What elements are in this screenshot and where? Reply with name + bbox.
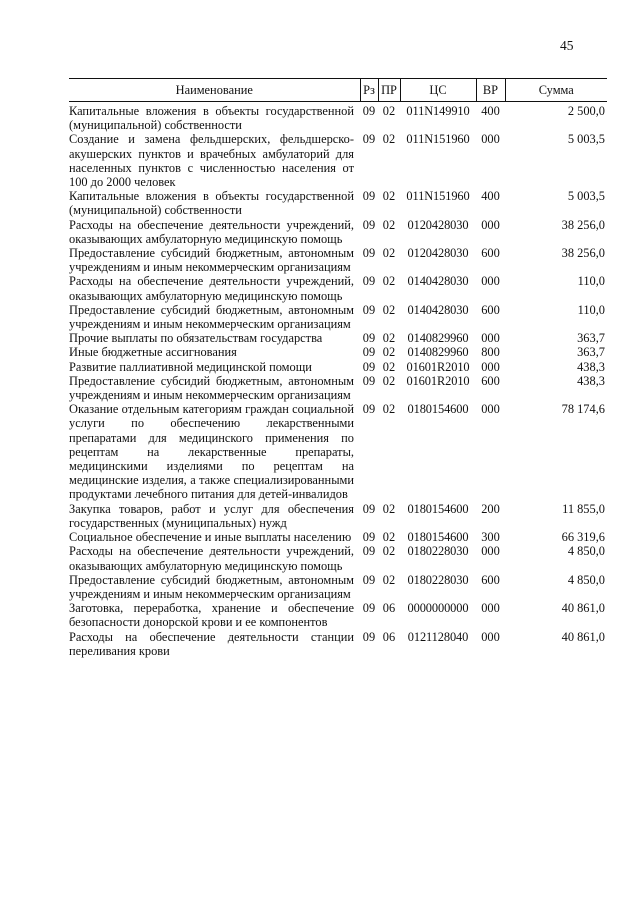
cell-pr: 02 [382,530,396,545]
cell-vr: 300 [481,530,500,545]
table-row [69,530,607,544]
cell-vr: 600 [481,572,500,587]
cell-vr: 600 [481,373,500,388]
table-row [69,218,607,246]
cell-pr: 02 [382,572,396,587]
cell-rz: 09 [362,572,376,587]
cell-sum: 5 003,5 [567,132,605,147]
cell-sum: 40 861,0 [561,629,605,644]
cell-name: Предоставление субсидий бюджетным, автономным учреждениям и иным некоммерческим организациям [69,302,354,332]
table-row [69,502,607,530]
cell-pr: 06 [382,629,396,644]
cell-cs: 0140829960 [407,331,469,346]
cell-name: Предоставление субсидий бюджетным, автономным учреждениям и иным некоммерческим организациям [69,572,354,601]
cell-vr: 000 [481,359,500,374]
cell-sum: 110,0 [577,302,605,317]
cell-vr: 600 [481,246,500,261]
cell-name: Расходы на обеспечение деятельности учреждений, оказывающих амбулаторную медицинскую помощь [69,544,354,573]
table-row [69,374,607,402]
cell-name: Иные бюджетные ассигнования [69,345,237,360]
cell-rz: 09 [362,132,376,147]
cell-name: Расходы на обеспечение деятельности учреждений, оказывающих амбулаторную медицинскую помощь [69,274,354,303]
cell-rz: 09 [362,601,376,616]
header-sum: Сумма [505,79,607,102]
table-row [69,246,607,274]
cell-sum: 363,7 [577,331,605,346]
cell-cs: 011N151960 [406,132,470,147]
cell-pr: 02 [382,189,396,204]
cell-sum: 78 174,6 [561,402,605,417]
cell-cs: 01601R2010 [406,373,470,388]
cell-pr: 02 [382,501,396,516]
cell-rz: 09 [362,501,376,516]
cell-vr: 400 [481,104,500,118]
cell-pr: 02 [382,345,396,360]
cell-sum: 438,3 [577,359,605,374]
cell-pr: 02 [382,217,396,232]
header-vr: ВР [476,79,505,102]
cell-rz: 09 [362,359,376,374]
cell-vr: 600 [481,302,500,317]
cell-pr: 02 [382,246,396,261]
cell-pr: 02 [382,331,396,346]
cell-vr: 000 [481,402,500,417]
cell-cs: 01601R2010 [406,359,470,374]
cell-name: Заготовка, переработка, хранение и обеспечение безопасности донорской крови и ее компонентов [69,601,354,630]
cell-cs: 011N151960 [406,189,470,204]
header-name: Наименование [69,79,360,102]
table-row [69,274,607,302]
cell-rz: 09 [362,246,376,261]
cell-cs: 011N149910 [406,104,470,118]
cell-rz: 09 [362,274,376,289]
cell-cs: 0180228030 [407,572,469,587]
cell-vr: 000 [481,601,500,616]
header-pr: ПР [378,79,400,102]
table-row [69,104,607,132]
cell-vr: 000 [481,217,500,232]
cell-name: Оказание отдельным категориям граждан социальной услуги по обеспечению лекарственными препаратами для медицинского применения по рецептам на лекарственные препараты, медицинскими изделиями по рецептам на медицинские изделия, а также специализированными продуктами лечебного питания для детей-инвалидов [69,402,354,502]
cell-sum: 2 500,0 [567,104,605,118]
table-row [69,630,607,658]
table-body [69,102,607,658]
cell-name: Создание и замена фельдшерских, фельдшерско-акушерских пунктов и врачебных амбулаторий для населенных пунктов с численностью населения от 100 до 2000 человек [69,132,354,190]
cell-rz: 09 [362,402,376,417]
table-row [69,601,607,629]
table-row [69,303,607,331]
cell-cs: 0140428030 [407,274,469,289]
cell-sum: 4 850,0 [567,572,605,587]
cell-pr: 02 [382,302,396,317]
cell-rz: 09 [362,544,376,559]
table-header-row [69,79,607,102]
cell-cs: 0120428030 [407,217,469,232]
cell-sum: 66 319,6 [561,530,605,545]
cell-sum: 363,7 [577,345,605,360]
cell-cs: 0180228030 [407,544,469,559]
cell-pr: 02 [382,132,396,147]
cell-name: Капитальные вложения в объекты государственной (муниципальной) собственности [69,189,354,218]
cell-rz: 09 [362,629,376,644]
cell-vr: 000 [481,629,500,644]
cell-pr: 02 [382,373,396,388]
cell-vr: 400 [481,189,500,204]
table-row [69,189,607,217]
cell-cs: 0140428030 [407,302,469,317]
table-row [69,331,607,345]
header-rz: Рз [360,79,378,102]
cell-name: Расходы на обеспечение деятельности станции переливания крови [69,629,354,658]
cell-pr: 02 [382,359,396,374]
cell-pr: 06 [382,601,396,616]
cell-rz: 09 [362,302,376,317]
budget-table [69,78,607,658]
cell-pr: 02 [382,402,396,417]
cell-name: Социальное обеспечение и иные выплаты населению [69,530,352,545]
cell-name: Закупка товаров, работ и услуг для обеспечения государственных (муниципальных) нужд [69,501,354,530]
cell-rz: 09 [362,104,376,118]
cell-cs: 0000000000 [407,601,469,616]
cell-cs: 0140829960 [407,345,469,360]
cell-rz: 09 [362,373,376,388]
cell-rz: 09 [362,217,376,232]
cell-pr: 02 [382,544,396,559]
cell-sum: 40 861,0 [561,601,605,616]
cell-cs: 0180154600 [407,530,469,545]
cell-vr: 000 [481,132,500,147]
cell-cs: 0121128040 [407,629,469,644]
cell-sum: 438,3 [577,373,605,388]
cell-cs: 0120428030 [407,246,469,261]
table-row [69,573,607,601]
cell-vr: 000 [481,544,500,559]
page-number: 45 [560,38,574,53]
cell-pr: 02 [382,274,396,289]
cell-vr: 000 [481,274,500,289]
cell-sum: 38 256,0 [561,217,605,232]
cell-sum: 4 850,0 [567,544,605,559]
cell-sum: 110,0 [577,274,605,289]
table-row [69,544,607,572]
cell-name: Предоставление субсидий бюджетным, автономным учреждениям и иным некоммерческим организациям [69,246,354,275]
cell-vr: 000 [481,331,500,346]
cell-sum: 5 003,5 [567,189,605,204]
cell-pr: 02 [382,104,396,118]
cell-cs: 0180154600 [407,501,469,516]
cell-name: Капитальные вложения в объекты государственной (муниципальной) собственности [69,104,354,133]
table-row [69,402,607,501]
cell-cs: 0180154600 [407,402,469,417]
cell-name: Предоставление субсидий бюджетным, автономным учреждениям и иным некоммерческим организациям [69,373,354,403]
cell-name: Прочие выплаты по обязательствам государства [69,331,323,346]
cell-vr: 200 [481,501,500,516]
cell-sum: 38 256,0 [561,246,605,261]
table-row [69,345,607,359]
header-cs: ЦС [400,79,476,102]
cell-rz: 09 [362,189,376,204]
cell-sum: 11 855,0 [562,501,605,516]
cell-vr: 800 [481,345,500,360]
cell-rz: 09 [362,345,376,360]
cell-name: Развитие паллиативной медицинской помощи [69,359,312,374]
cell-rz: 09 [362,331,376,346]
cell-name: Расходы на обеспечение деятельности учреждений, оказывающих амбулаторную медицинскую помощь [69,217,354,246]
budget-sheet [69,78,607,658]
cell-rz: 09 [362,530,376,545]
table-row [69,132,607,189]
table-row [69,360,607,374]
